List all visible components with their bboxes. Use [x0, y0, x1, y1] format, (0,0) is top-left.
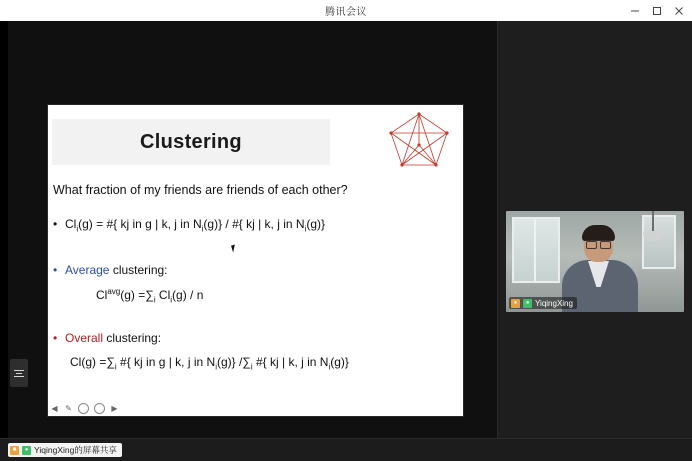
presentation-slide[interactable]: [48, 105, 463, 416]
video-window-decor: [512, 217, 560, 283]
meeting-stage: [0, 21, 692, 439]
next-slide-arrow[interactable]: ▶: [111, 404, 118, 413]
screen-share-label: YiqingXing的屏幕共享: [34, 445, 117, 455]
slide-line-4: [53, 331, 161, 345]
participant-name-badge: [509, 297, 577, 309]
zoom-out-tool-icon[interactable]: [94, 403, 105, 414]
slide-line-1: [53, 217, 325, 233]
participant-name: YiqingXing: [535, 298, 573, 308]
participant-video-panel: [497, 21, 692, 439]
participant-video-tile[interactable]: [506, 211, 684, 312]
bullet-icon: •: [53, 331, 58, 345]
bullet-icon: •: [53, 263, 58, 277]
close-icon[interactable]: [668, 0, 690, 21]
slide-line-2-text: clustering:: [109, 263, 168, 277]
maximize-icon[interactable]: [646, 0, 668, 21]
camera-icon: ●: [523, 299, 532, 308]
slide-line-1-text: $Cl_i(g)$ = #{ kj in g | k, j in $N_i(g)$} / #{ kj | k, j in $N_i(g)$}: [65, 217, 326, 234]
pointer-tool-icon[interactable]: [78, 403, 89, 414]
slide-line-2: [53, 263, 168, 277]
slide-line-5: [70, 355, 349, 371]
video-lamp-decor: [652, 211, 654, 233]
mouse-cursor: [231, 245, 237, 253]
video-person-hair: [582, 225, 615, 241]
slide-line-3-text: $Cl^{avg}(g) =\sum_i$ $Cl_i(g)$ / n: [96, 287, 204, 305]
slide-title-box: [52, 119, 330, 165]
shared-screen-area[interactable]: [8, 21, 497, 439]
mic-icon: ●: [511, 299, 520, 308]
overall-keyword: Overall: [65, 331, 104, 345]
slide-title: Clustering: [140, 130, 242, 153]
pen-tool-icon[interactable]: ✎: [65, 404, 72, 413]
user-icon: ●: [22, 446, 31, 455]
minimize-icon[interactable]: [624, 0, 646, 21]
window-controls: [624, 0, 690, 21]
screen-share-status[interactable]: [8, 443, 122, 457]
slide-toolbar[interactable]: [50, 403, 119, 414]
prev-slide-arrow[interactable]: ◀: [51, 404, 58, 413]
stage-left-margin: [0, 21, 8, 439]
bullet-icon: •: [53, 217, 58, 231]
window-title: 腾讯会议: [325, 7, 367, 18]
video-person-glasses: [586, 240, 611, 248]
panel-toggle-icon[interactable]: [10, 359, 28, 387]
average-keyword: Average: [65, 263, 110, 277]
slide-line-5-text: $Cl(g) =\sum_i$ #{ kj in g | k, j in $N_i(g)$} $/\sum_i$ #{ kj | k, j in $N_i(g)$}: [70, 355, 349, 372]
screen-share-icon: ■: [10, 446, 19, 455]
slide-line-4-text: clustering:: [103, 331, 162, 345]
title-bar: [0, 0, 692, 22]
slide-question: What fraction of my friends are friends of each other?: [53, 183, 348, 197]
video-window-decor-2: [642, 215, 676, 269]
slide-line-3: [96, 287, 203, 304]
network-graph-diagram: [383, 111, 455, 173]
bottom-bar: [0, 438, 692, 461]
